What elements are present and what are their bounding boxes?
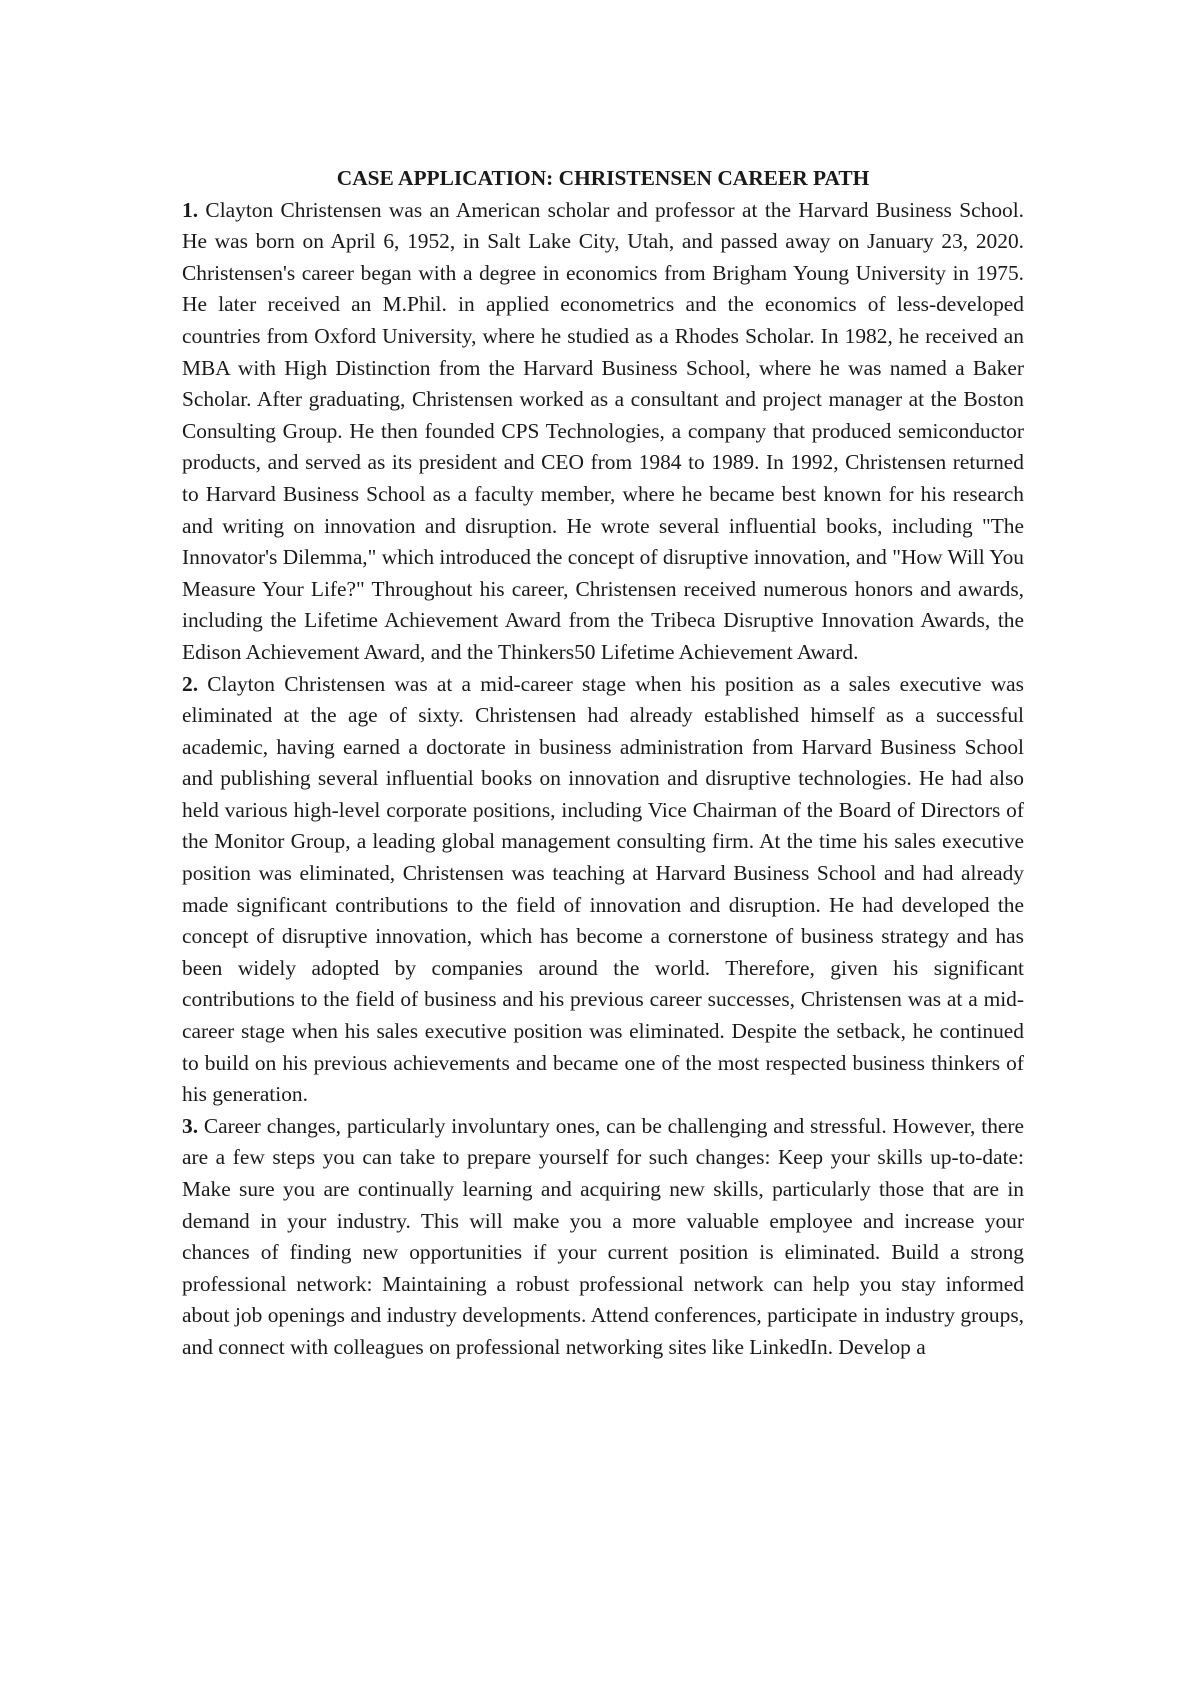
paragraph-number: 3. (182, 1113, 199, 1138)
paragraph-number: 1. (182, 197, 199, 222)
document-title: CASE APPLICATION: CHRISTENSEN CAREER PATH (336, 166, 870, 190)
paragraph-2 (182, 669, 1024, 1111)
paragraph-text: Career changes, particularly involuntary ones, can be challenging and stressful. However, there are a few steps you can take to prepare yourself for such changes: Keep your skills up-to-date: Make sure you are continually learning and acquiring new skills, particularly those that are in demand in your industry. This will make you a more valuable employee and increase your chances of finding new opportunities if your current position is eliminated. Build a strong professional network: Maintaining a robust professional network can help you stay informed about job openings and industry developments. Attend conferences, participate in industry groups, and connect with colleagues on professional networking sites like LinkedIn. Develop a (182, 1113, 1024, 1359)
paragraph-text: Clayton Christensen was an American scholar and professor at the Harvard Business School. He was born on April 6, 1952, in Salt Lake City, Utah, and passed away on January 23, 2020. Christensen's career began with a degree in economics from Brigham Young University in 1975. He later received an M.Phil. in applied econometrics and the economics of less-developed countries from Oxford University, where he studied as a Rhodes Scholar. In 1982, he received an MBA with High Distinction from the Harvard Business School, where he was named a Baker Scholar. After graduating, Christensen worked as a consultant and project manager at the Boston Consulting Group. He then founded CPS Technologies, a company that produced semiconductor products, and served as its president and CEO from 1984 to 1989. In 1992, Christensen returned to Harvard Business School as a faculty member, where he became best known for his research and writing on innovation and disruption. He wrote several influential books, including "The Innovator's Dilemma," which introduced the concept of disruptive innovation, and "How Will You Measure Your Life?" Throughout his career, Christensen received numerous honors and awards, including the Lifetime Achievement Award from the Tribeca Disruptive Innovation Awards, the Edison Achievement Award, and the Thinkers50 Lifetime Achievement Award. (182, 197, 1024, 664)
paragraph-1 (182, 195, 1024, 669)
paragraph-number: 2. (182, 671, 199, 696)
document-body (182, 163, 1024, 1364)
paragraph-3 (182, 1111, 1024, 1364)
paragraph-text: Clayton Christensen was at a mid-career stage when his position as a sales executive was eliminated at the age of sixty. Christensen had already established himself as a successful academic, having earned a doctorate in business administration from Harvard Business School and publishing several influential books on innovation and disruptive technologies. He had also held various high-level corporate positions, including Vice Chairman of the Board of Directors of the Monitor Group, a leading global management consulting firm. At the time his sales executive position was eliminated, Christensen was teaching at Harvard Business School and had already made significant contributions to the field of innovation and disruption. He had developed the concept of disruptive innovation, which has become a cornerstone of business strategy and has been widely adopted by companies around the world. Therefore, given his significant contributions to the field of business and his previous career successes, Christensen was at a mid-career stage when his sales executive position was eliminated. Despite the setback, he continued to build on his previous achievements and became one of the most respected business thinkers of his generation. (182, 671, 1024, 1107)
